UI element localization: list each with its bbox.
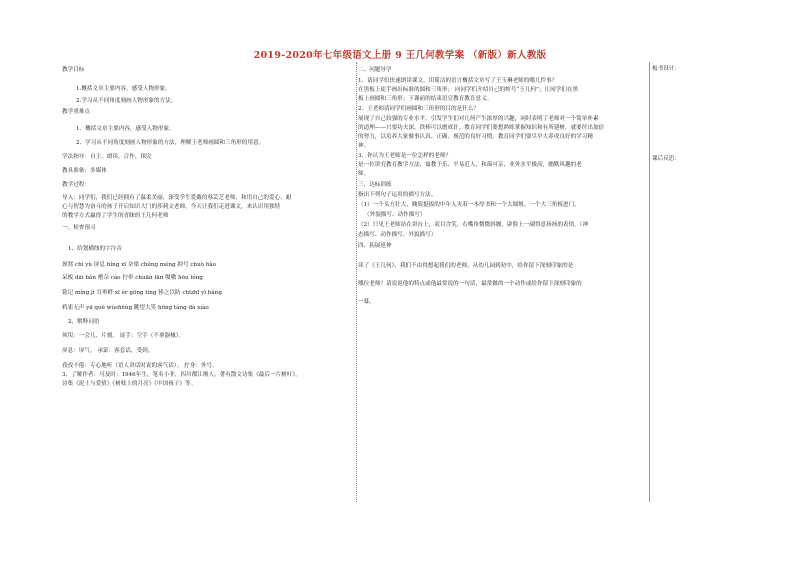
text-line: （外貌描写、动作描写） xyxy=(364,212,426,218)
text-line: （2）只见王老师站在讲台上，双目含笑，右嘴角微微斜翘，辟脸上一副得意扬扬的表情。（神 xyxy=(358,222,589,228)
text-line: 态描写、动作描写、外貌描写） xyxy=(358,232,437,238)
pinyin-line: 鸦雀无声 yā què wúshēng 眺望大笑 hōng táng dà xiào xyxy=(62,305,209,311)
text-line: 1、给划横线的字注音 xyxy=(68,246,122,252)
board-design-label: 板书设计： xyxy=(652,66,680,72)
text-line: 神。 xyxy=(358,143,370,149)
pinyin-line: 铭记 míng jì 耳垂畔 xī ér gōng tíng 捧之以防 chīzhī yǐ háng xyxy=(62,290,222,296)
section-heading: 教学重难点 xyxy=(62,109,90,115)
text-line: 导入：同学们，我们已经拥有了温柔美丽，深受学生爱戴的蔡芸芝老师，和用自己的爱心、耐 xyxy=(62,195,292,201)
text-line: 的道理——只要功夫深，铁棒可以磨成针。教育同学们要想熟练掌握知识和有所建树，就要付出加倍 xyxy=(358,125,605,131)
text-line: 展现了自己较强的专业水平，引发学生们对几何产生浓厚的兴趣，同时表明了老师对一个简单朴素 xyxy=(358,116,599,122)
pinyin-line: 呆板 dāi bǎn 嗜杂 cáo 拧牵 chuān fān 嗷嗷 hōu lóng xyxy=(62,275,203,281)
reflection-label: 课后反思： xyxy=(652,156,680,162)
definition-line: 孜孜不倦：专心地听（语人讲话时说的客气话）。 拧身：外号。 xyxy=(62,363,218,369)
text-line: 2、解释词语 xyxy=(68,319,100,325)
text-line: 2、王老师请同学们画圆和三角形的目的是什么？ xyxy=(358,106,480,112)
text-line: 的教学方式赢得了学生的青睐的王几何老师 xyxy=(62,213,169,219)
page-title: 2019-2020年七年级语文上册 9 王几何教学案 （新版）新人教版 xyxy=(253,50,547,61)
section-heading: 三、达标训练 xyxy=(358,182,392,188)
text-line: 1．概括文章主要内容，感受人物形象。 xyxy=(76,126,175,132)
text-line: 板上画圆和三角形；下课前的结束语宣教育教育意义。 xyxy=(358,96,493,102)
text-line: 2.学习从不同角度刻画人物形象的方法。 xyxy=(76,98,177,104)
definition-line: 屏息：屏气。 承蒙：客套话，受到。 xyxy=(62,348,154,354)
text-line: 1、请同学们快速朗读课文，用简洁的语言概括文章写了王玉琳老师的哪几件事？ xyxy=(358,78,558,84)
section-heading: 教学目标 xyxy=(62,67,85,73)
text-line: 一幕。 xyxy=(358,299,375,305)
column-divider-middle xyxy=(356,62,357,502)
section-heading: 一、检查预习 xyxy=(62,225,96,231)
text-line: 师。 xyxy=(358,171,370,177)
definition-line: 须臾：一会儿，片刻。 徒手：空手（不拿器械）。 xyxy=(62,333,185,339)
text-line: 是一位讲究教育教学方法，寓教于乐、平易近人、和蔼可亲，业务水平极高，幽默风趣的老 xyxy=(358,162,582,168)
text-line: 3、了解作者：马及时：1946年生，笔名小非，四川都江堰人。著有散文诗集《最后一片树叶》， xyxy=(62,372,301,378)
text-line: 的努力，以培养大家做事认真、正确、规范的良好习惯。教育同学们要尽早大养成良好的学习精 xyxy=(358,134,593,140)
text-line: 读了《王几何》，我们不由得想起我们的老师，从幼儿园到初中，给你留下深刻印象的是 xyxy=(358,263,574,269)
text-line: 2、学习从不同角度刻画人物形象的方法，理解王老师画圆和三角形的用意。 xyxy=(76,140,265,146)
text-line: 教具准备：多媒体 xyxy=(62,168,107,174)
text-line: 教学过程： xyxy=(62,182,90,188)
text-line: （1）一个头方壮大，魄鬓挺拔的中年人夹着一本厚书和一个大圆规、一个大三角板进门。 xyxy=(358,202,580,208)
text-line: 哪位老师？请说说他的特点或他最常说的一句话，最常做的一个动作或给你留下深刻印象的 xyxy=(358,281,582,287)
text-line: 在黑板上徒手画出标准的圆和三角形； 向同学们介绍自己的绰号“王几何”；让同学们在黑 xyxy=(358,87,579,93)
section-heading: 四、拓展延伸 xyxy=(358,243,392,249)
text-line: 学法指导：自主、朗读、合作、探究 xyxy=(62,154,152,160)
section-heading: 二、问题导学 xyxy=(358,67,392,73)
text-line: 3、你认为王老师是一位怎样的老师？ xyxy=(358,153,452,159)
column-divider-right xyxy=(649,62,650,502)
text-line: 1.概括文章主要内容，感受人物形象。 xyxy=(76,86,171,92)
pinyin-line: 颈窝 chì yù 屏息 bǐng xī 奈梁 chéng méng 抑号 chuò hào xyxy=(62,262,217,268)
text-line: 诗集《泥土与爱情》《树枝上的月亮》《中国孩子》等。 xyxy=(62,381,197,387)
text-line: 心与智慧为奋斗的孩子开启知识大门的莎莉文老师，今天让我们走进课文，来认识用独特 xyxy=(62,204,281,210)
text-line: 指出下列句子运用的描写方法。 xyxy=(358,192,437,198)
